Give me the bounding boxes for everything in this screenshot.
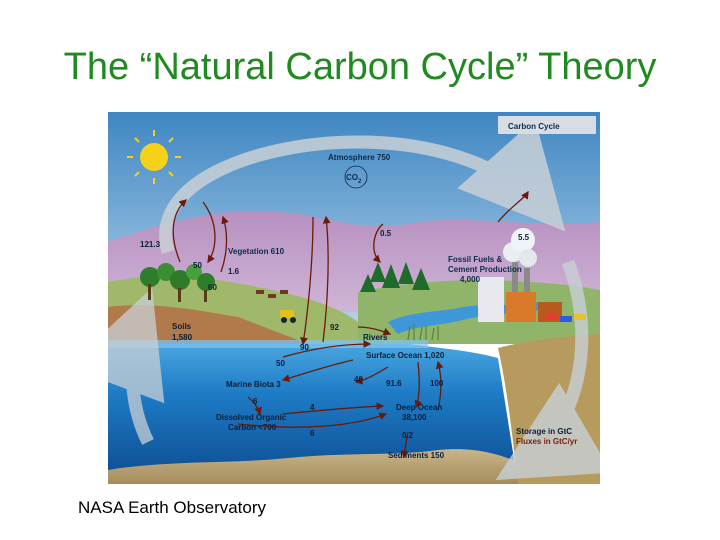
legend-fluxes: Fluxes in GtC/yr (516, 437, 578, 446)
marine-biota-label: Marine Biota 3 (226, 380, 281, 389)
deep-ocean-label: Deep Ocean (396, 403, 443, 412)
flux-0-2: 0.2 (402, 431, 414, 440)
legend-storage: Storage in GtC (516, 427, 573, 436)
surface-ocean-label: Surface Ocean 1,020 (366, 351, 445, 360)
slide-title: The “Natural Carbon Cycle” Theory (63, 46, 657, 88)
flux-5-5: 5.5 (518, 233, 530, 242)
flux-100: 100 (430, 379, 444, 388)
flux-121-3: 121.3 (140, 240, 161, 249)
soils-label: Soils (172, 322, 192, 331)
co2-label: $CO_2$ (346, 173, 362, 185)
atmosphere-label: Atmosphere 750 (328, 153, 391, 162)
flux-0-5: 0.5 (380, 229, 392, 238)
rivers-label: Rivers (363, 333, 388, 342)
diagram-title: Carbon Cycle (508, 122, 560, 131)
sediments-label: Sediments 150 (388, 451, 445, 460)
flux-90: 90 (300, 343, 309, 352)
image-credit: NASA Earth Observatory (78, 498, 267, 517)
flux-40: 40 (354, 375, 363, 384)
flux-6-biota: 6 (253, 397, 258, 406)
flux-4: 4 (310, 403, 315, 412)
fossil-label-2: Cement Production (448, 265, 522, 274)
dissolved-carbon-label-2: Carbon <700 (228, 423, 277, 432)
flux-60: 60 (208, 283, 217, 292)
flux-91-6: 91.6 (386, 379, 402, 388)
fossil-value: 4,000 (460, 275, 481, 284)
carbon-cycle-illustration (108, 112, 600, 484)
flux-92: 92 (330, 323, 339, 332)
deep-ocean-value: 38,100 (402, 413, 427, 422)
soils-value: 1,580 (172, 333, 193, 342)
flux-50-veg: 50 (193, 261, 202, 270)
vegetation-label: Vegetation 610 (228, 247, 285, 256)
fossil-label-1: Fossil Fuels & (448, 255, 503, 264)
flux-1-6: 1.6 (228, 267, 240, 276)
carbon-cycle-diagram (108, 112, 600, 484)
flux-50-ocean: 50 (276, 359, 285, 368)
flux-6-doc: 6 (310, 429, 315, 438)
dissolved-carbon-label-1: Dissolved Organic (216, 413, 287, 422)
